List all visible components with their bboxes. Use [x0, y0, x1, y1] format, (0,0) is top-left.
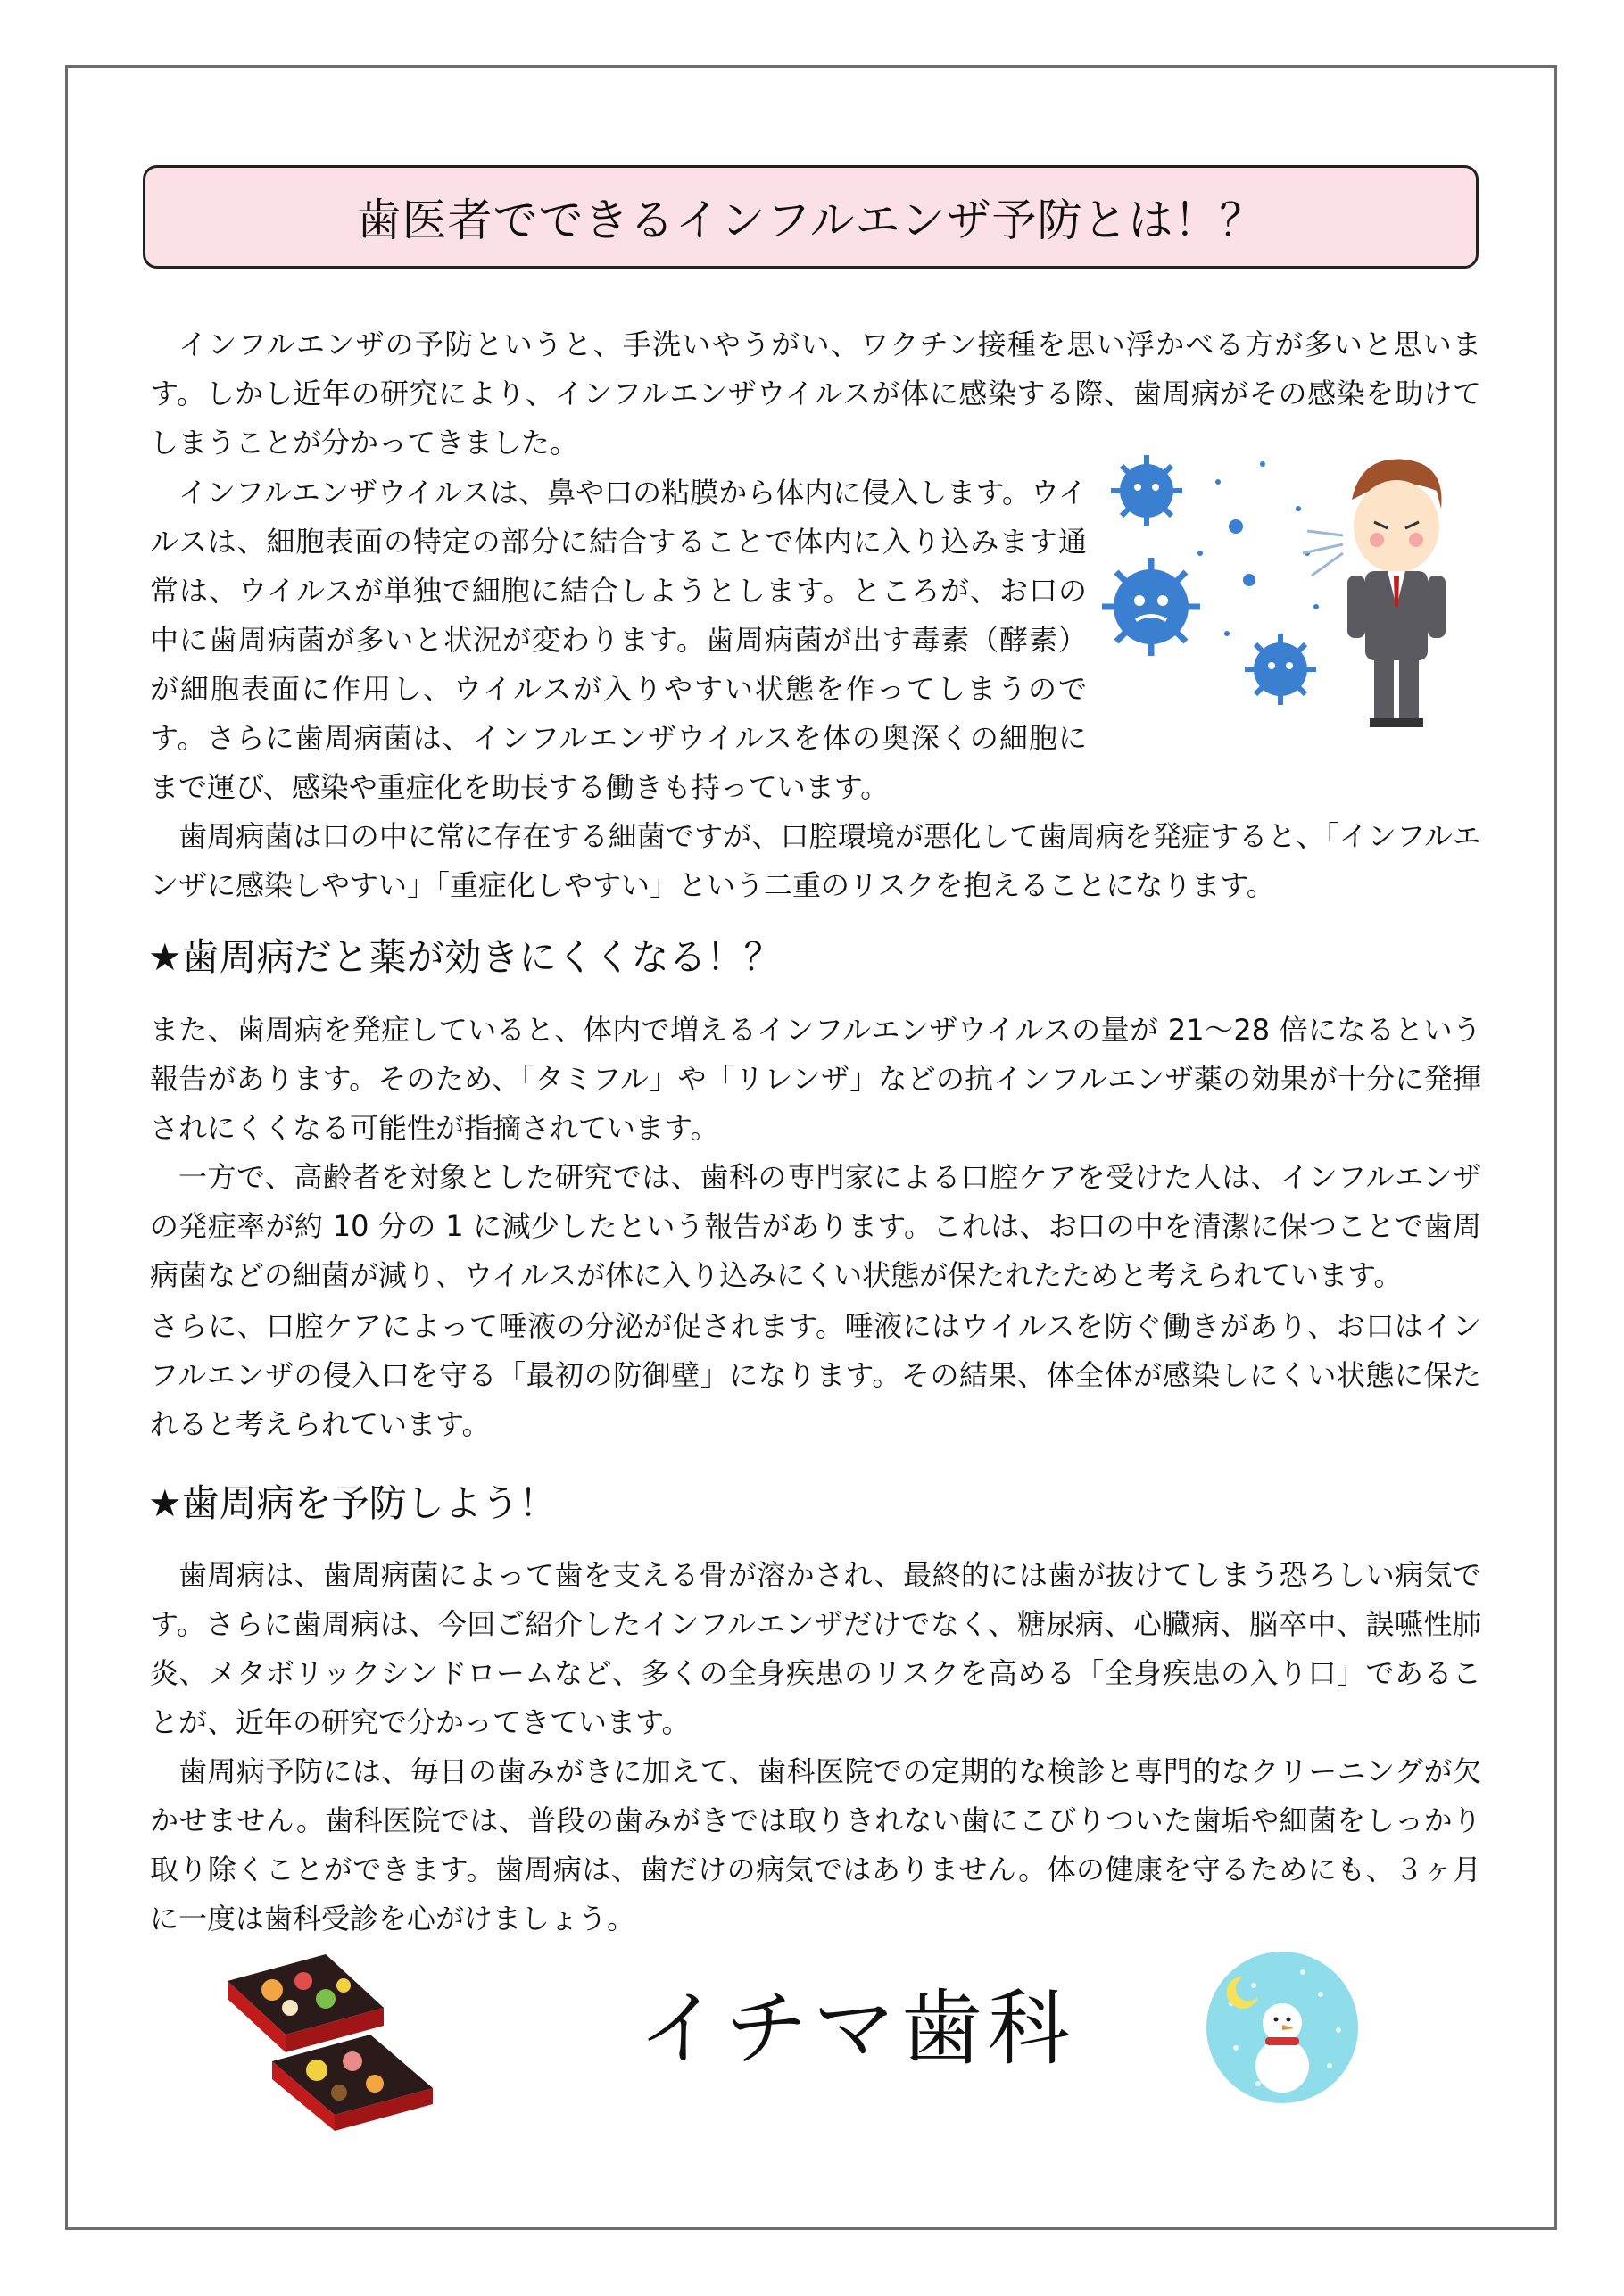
intro-paragraph-3: 歯周病菌は口の中に常に存在する細菌ですが、口腔環境が悪化して歯周病を発症すると、「インフルエンザに感染しやすい」「重症化しやすい」という二重のリスクを抱えることになります。 — [150, 819, 1481, 902]
page-title: 歯医者でできるインフルエンザ予防とは！？ — [356, 195, 1265, 246]
virus-icon — [1245, 634, 1316, 705]
clinic-name: イチマ歯科 — [637, 1981, 1075, 2076]
title-banner — [143, 165, 1479, 269]
section-heading-medicine: ★歯周病だと薬が効きにくくなる！？ — [148, 935, 782, 979]
intro-paragraph-1: インフルエンザの予防というと、手洗いやうがい、ワクチン接種を思い浮かべる方が多いと思います。しかし近年の研究により、インフルエンザウイルスが体に感染する際、歯周病がその感染を助けてしまうことが分かってきました。 — [150, 327, 1481, 460]
section1-paragraph-3: さらに、口腔ケアによって唾液の分泌が促されます。唾液にはウイルスを防ぐ働きがあり、お口はインフルエンザの侵入口を守る「最初の防御壁」になります。その結果、体全体が感染しにくい状態に保たれると考えられています。 — [150, 1309, 1481, 1441]
sneezing-man-figure — [1347, 460, 1446, 727]
virus-icon — [1111, 455, 1182, 526]
virus-sneeze-illustration — [1084, 428, 1495, 732]
intro-paragraph-2: インフルエンザウイルスは、鼻や口の粘膜から体内に侵入します。ウイルスは、細胞表面の特定の部分に結合することで体内に入り込みます通常は、ウイルスが単独で細胞に結合しようとします。ところが、お口の中に歯周病菌が多いと状況が変わります。歯周病菌が出す毒素（酵素）が細胞表面に作用し、ウイルスが入りやすい状態を作ってしまうのです。さらに歯周病菌は、インフルエンザウイルスを体の奥深くの細胞にまで運び、感染や重症化を助長する働きも持っています。 — [150, 476, 1087, 804]
section1-paragraph-1: また、歯周病を発症していると、体内で増えるインフルエンザウイルスの量が 21～28 倍になるという報告があります。そのため、「タミフル」や「リレンザ」などの抗インフルエンザ薬の効果が十分に発揮されにくくなる可能性が指摘されています。 — [150, 1013, 1481, 1145]
section1-paragraph-2: 一方で、高齢者を対象とした研究では、歯科の専門家による口腔ケアを受けた人は、インフルエンザの発症率が約 10 分の 1 に減少したという報告があります。これは、お口の中を清潔に保つことで歯周病菌などの細菌が減り、ウイルスが体に入り込みにくい状態が保たれたためと考えられています。 — [150, 1160, 1481, 1292]
section2-paragraph-1: 歯周病は、歯周病菌によって歯を支える骨が溶かされ、最終的には歯が抜けてしまう恐ろしい病気です。さらに歯周病は、今回ご紹介したインフルエンザだけでなく、糖尿病、心臓病、脳卒中、誤嚥性肺炎、メタボリックシンドロームなど、多くの全身疾患のリスクを高める「全身疾患の入り口」であることが、近年の研究で分かってきています。 — [150, 1558, 1481, 1739]
osechi-box-illustration — [219, 1945, 451, 2133]
section2-paragraph-2: 歯周病予防には、毎日の歯みがきに加えて、歯科医院での定期的な検診と専門的なクリーニングが欠かせません。歯科医院では、普段の歯みがきでは取りきれない歯にこびりついた歯垢や細菌をしっかり取り除くことができます。歯周病は、歯だけの病気ではありません。体の健康を守るためにも、３ヶ月に一度は歯科受診を心がけましょう。 — [150, 1754, 1481, 1935]
section-heading-prevention: ★歯周病を予防しよう！ — [148, 1481, 557, 1525]
virus-icon — [1102, 558, 1200, 656]
snowman-illustration — [1205, 1950, 1361, 2106]
